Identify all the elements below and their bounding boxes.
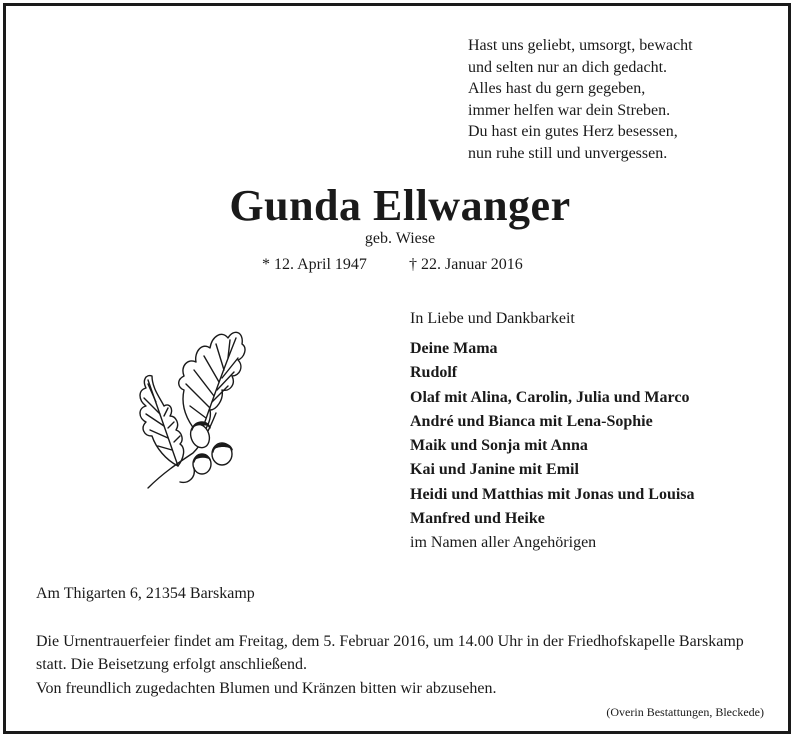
born-name: geb. Wiese	[364, 230, 436, 247]
mourner-name: Heidi und Matthias mit Jonas und Louisa	[410, 485, 695, 503]
address: Am Thigarten 6, 21354 Barskamp	[36, 585, 255, 602]
poem-line: immer helfen war dein Streben.	[468, 101, 671, 119]
mourners-outro: im Namen aller Angehörigen	[410, 534, 597, 552]
poem-line: nun ruhe still und unvergessen.	[468, 144, 668, 162]
deceased-name: Gunda Ellwanger	[229, 181, 571, 230]
mourners-intro: In Liebe und Dankbarkeit	[410, 310, 575, 327]
mourner-name: Deine Mama	[410, 340, 498, 357]
mourner-name: André und Bianca mit Lena-Sophie	[410, 412, 653, 430]
funeral-home-credit: (Overin Bestattungen, Bleckede)	[606, 705, 764, 719]
death-date: † 22. Januar 2016	[409, 256, 523, 273]
flowers-notice: Von freundlich zugedachten Blumen und Kränzen bitten wir abzusehen.	[36, 680, 497, 697]
poem-line: Alles hast du gern gegeben,	[468, 80, 646, 97]
poem	[468, 35, 693, 164]
poem-line: Du hast ein gutes Herz besessen,	[468, 123, 678, 140]
poem-line: und selten nur an dich gedacht.	[468, 58, 668, 76]
poem-line: Hast uns geliebt, umsorgt, bewacht	[468, 37, 693, 54]
mourner-name: Manfred und Heike	[410, 510, 545, 528]
mourner-name: Maik und Sonja mit Anna	[410, 437, 588, 455]
birth-date: * 12. April 1947	[262, 256, 367, 273]
oak-leaves-acorns-icon	[118, 318, 248, 498]
mourner-name: Rudolf	[410, 364, 458, 382]
mourner-name: Olaf mit Alina, Carolin, Julia und Marco	[410, 388, 690, 406]
mourners-list	[410, 308, 695, 555]
service-notice: Die Urnentrauerfeier findet am Freitag, dem 5. Februar 2016, um 14.00 Uhr in der Friedhofskapelle Barskamp statt. Die Beisetzung erfolgt anschließend.	[36, 633, 744, 673]
mourner-name: Kai und Janine mit Emil	[410, 461, 579, 479]
